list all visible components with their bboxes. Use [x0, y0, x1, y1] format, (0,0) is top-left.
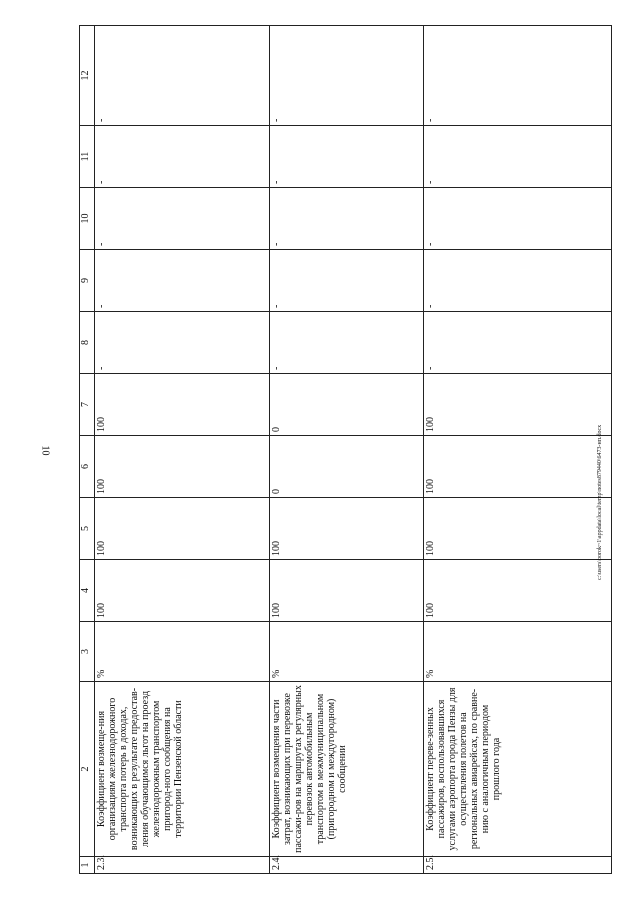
page-number: 10 [39, 445, 51, 456]
unit-cell: % [95, 622, 270, 682]
table-row [95, 26, 270, 874]
footer-file-path: c:\users\borok~1\appdata\local\temp\notes879440\6473-нп.docx [597, 424, 603, 580]
unit-cell: % [270, 622, 424, 682]
value-cell: - [270, 188, 424, 250]
header-cell: 4 [80, 560, 95, 622]
indicators-table [79, 25, 612, 874]
header-row [80, 26, 95, 874]
indicator-name: Коэффициент возмещения части затрат, возникающих при перевозке пассажи-ров на маршрутах регулярных перевозок автомобильным транспортом в межмуниципальном (пригородном и междугородном) сообщении [270, 682, 424, 857]
value-cell: - [424, 250, 612, 312]
indicator-name: Коэффициент перевe-зенных пассажиров, воспользовавшихся услугами аэропорта города Пензы для осуществления полетов на региональных авиарейсах, по сравне-нию с аналогичным периодом прошлого года [424, 682, 612, 857]
value-cell: 100 [95, 374, 270, 436]
value-cell: - [270, 312, 424, 374]
value-cell: - [95, 312, 270, 374]
header-cell: 6 [80, 436, 95, 498]
value-cell: - [270, 26, 424, 126]
value-cell: 0 [270, 436, 424, 498]
value-cell: - [270, 126, 424, 188]
header-cell: 7 [80, 374, 95, 436]
header-cell: 1 [80, 857, 95, 874]
header-cell: 11 [80, 126, 95, 188]
value-cell: - [95, 26, 270, 126]
header-cell: 3 [80, 622, 95, 682]
value-cell: - [270, 250, 424, 312]
header-cell: 10 [80, 188, 95, 250]
value-cell: - [424, 126, 612, 188]
header-cell: 9 [80, 250, 95, 312]
value-cell: - [95, 250, 270, 312]
header-cell: 5 [80, 498, 95, 560]
header-cell: 2 [80, 682, 95, 857]
value-cell: 100 [95, 436, 270, 498]
value-cell: 100 [95, 560, 270, 622]
row-id: 2.5. [424, 857, 612, 874]
header-cell: 8 [80, 312, 95, 374]
rotated-table-container [79, 26, 610, 874]
table-row [424, 26, 612, 874]
value-cell: - [424, 312, 612, 374]
row-id: 2.4. [270, 857, 424, 874]
value-cell: 100 [95, 498, 270, 560]
value-cell: - [424, 26, 612, 126]
unit-cell: % [424, 622, 612, 682]
value-cell: 100 [270, 560, 424, 622]
value-cell: 100 [424, 436, 612, 498]
value-cell: 100 [424, 560, 612, 622]
header-cell: 12 [80, 26, 95, 126]
value-cell: 100 [424, 498, 612, 560]
row-id: 2.3. [95, 857, 270, 874]
value-cell: - [95, 126, 270, 188]
indicator-name: Коэффициент возмеще-ния организациям железнодорожного транспорта потерь в доходах, возникающих в результате предостав-ления обучающимся льгот на проезд железнодорожным транспортом пригород-ного сообщения на территории Пензенской области [95, 682, 270, 857]
table-row [270, 26, 424, 874]
value-cell: - [424, 188, 612, 250]
value-cell: 0 [270, 374, 424, 436]
value-cell: 100 [424, 374, 612, 436]
value-cell: - [95, 188, 270, 250]
value-cell: 100 [270, 498, 424, 560]
